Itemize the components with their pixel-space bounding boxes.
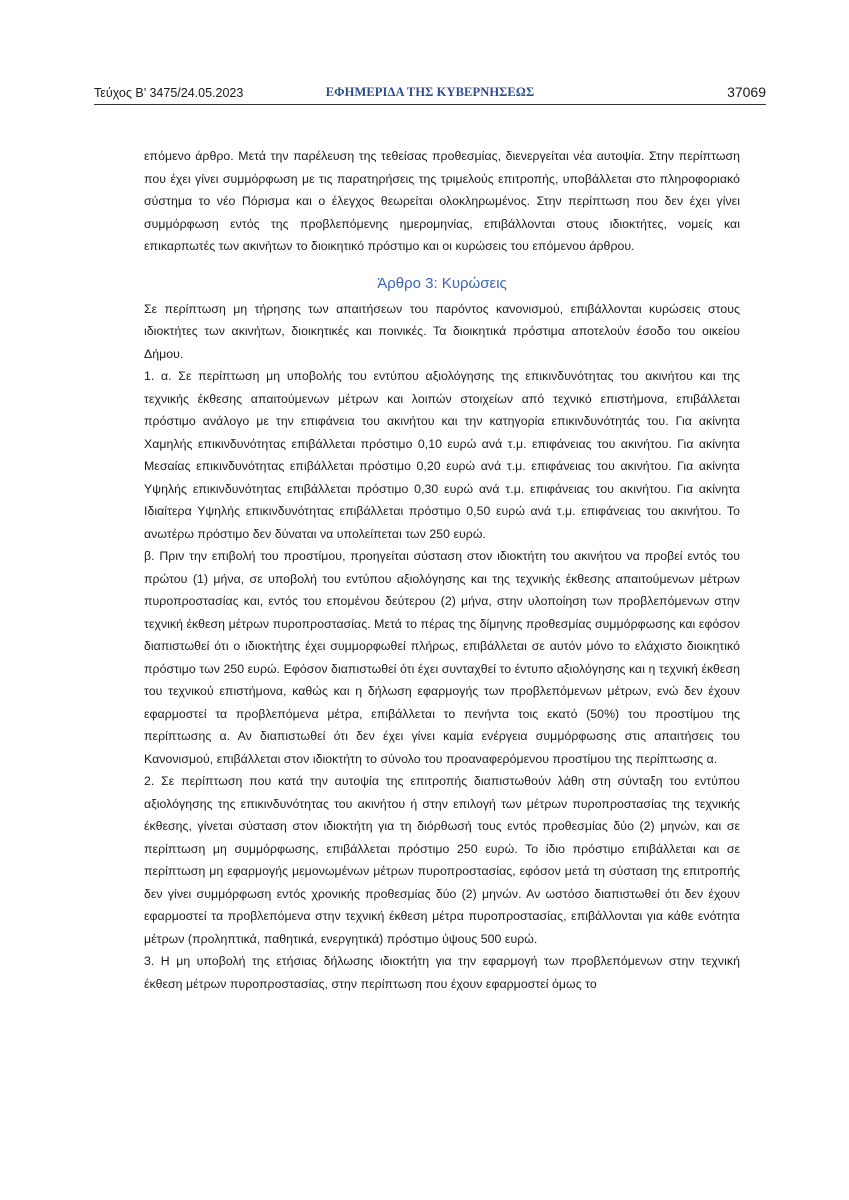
article-heading: Άρθρο 3: Κυρώσεις — [377, 274, 507, 292]
issue-reference: Τεύχος Β’ 3475/24.05.2023 — [94, 86, 244, 100]
paragraph-1a: 1. α. Σε περίπτωση μη υποβολής του εντύπου αξιολόγησης της επικινδυνότητας του ακινήτου και της τεχνικής έκθεσης απαιτούμενων μέτρων και λοιπών στοιχείων από τεχνικό επιστήμονα, επιβάλλεται πρόστιμο ανάλογο με την επιφάνεια του ακινήτου και την κατηγορία επικινδυνότητάς του. Για ακίνητα Χαμηλής επικινδυνότητας επιβάλλεται πρόστιμο 0,10 ευρώ ανά τ.μ. επιφάνειας του ακινήτου. Για ακίνητα Μεσαίας επικινδυνότητας επιβάλλεται πρόστιμο 0,20 ευρώ ανά τ.μ. επιφάνειας του ακινήτου. Για ακίνητα Υψηλής επικινδυνότητας επιβάλλεται πρόστιμο 0,30 ευρώ ανά τ.μ. επιφάνειας του ακινήτου. Για ακίνητα Ιδιαίτερα Υψηλής επικινδυνότητας επιβάλλεται πρόστιμο 0,50 ευρώ ανά τ.μ. επιφάνειας του ακινήτου. Το ανωτέρω πρόστιμο δεν δύναται να υπολείπεται των 250 ευρώ. — [144, 369, 740, 541]
paragraph-3: 3. Η μη υποβολή της ετήσιας δήλωσης ιδιοκτήτη για την εφαρμογή των προβλεπόμενων στην τεχνική έκθεση μέτρων πυροπροστασίας, στην περίπτωση που έχουν εφαρμοστεί όμως το — [144, 954, 740, 991]
header-divider — [94, 104, 766, 105]
paragraph-2: 2. Σε περίπτωση που κατά την αυτοψία της επιτροπής διαπιστωθούν λάθη στη σύνταξη του εντύπου αξιολόγησης της επικινδυνότητας του ακινήτου ή στην επιλογή των μέτρων πυροπροστασίας της τεχνικής έκθεσης, γίνεται σύσταση στον ιδιοκτήτη για τη διόρθωσή τους εντός προθεσμίας δύο (2) μηνών, και σε περίπτωση μη συμμόρφωσης, επιβάλλεται πρόστιμο 250 ευρώ. Το ίδιο πρόστιμο επιβάλλεται και σε περίπτωση μη εφαρμογής μεμονωμένων μέτρων πυροπροστασίας, εφόσον μετά τη σύσταση της επιτροπής δεν γίνει συμμόρφωση εντός χρονικής προθεσμίας δύο (2) μηνών. Αν ωστόσο διαπιστωθεί ότι δεν έχουν εφαρμοστεί τα προβλεπόμενα στην τεχνική έκθεση μέτρα πυροπροστασίας, επιβάλλονται για κάθε ενότητα μέτρων (προληπτικά, παθητικά, ενεργητικά) πρόστιμο ύψους 500 ευρώ. — [144, 774, 740, 946]
intro-paragraph: επόμενο άρθρο. Μετά την παρέλευση της τεθείσας προθεσμίας, διενεργείται νέα αυτοψία. Στην περίπτωση που έχει γίνει συμμόρφωση με τις παρατηρήσεις της τριμελούς επιτροπής, υποβάλλεται στο πληροφοριακό σύστημα το νέο Πόρισμα και ο έλεγχος θεωρείται ολοκληρωμένος. Στην περίπτωση που δεν έχει γίνει συμμόρφωση εντός της προβλεπόμενης ημερομηνίας, επιβάλλονται στους ιδιοκτήτες, νομείς και επικαρπωτές των ακινήτων το διοικητικό πρόστιμο και οι κυρώσεις του επόμενου άρθρου. — [144, 149, 740, 253]
gazette-title: ΕΦΗΜΕΡΙΔΑ ΤΗΣ ΚΥΒΕΡΝΗΣΕΩΣ — [325, 85, 535, 99]
paragraph-1b: β. Πριν την επιβολή του προστίμου, προηγείται σύσταση στον ιδιοκτήτη του ακινήτου να προβεί εντός του πρώτου (1) μήνα, σε υποβολή του εντύπου αξιολόγησης και της τεχνικής έκθεσης απαιτούμενων μέτρων πυροπροστασίας και, εντός του επομένου δεύτερου (2) μήνα, στην υλοποίηση των προβλεπόμενων στην τεχνική έκθεση μέτρων πυροπροστασίας. Μετά το πέρας της δίμηνης προθεσμίας συμμόρφωσης και εφόσον διαπιστωθεί ότι ο ιδιοκτήτης έχει συμμορφωθεί πλήρως, επιβάλλεται σε αυτόν μόνο το ελάχιστο διοικητικό πρόστιμο των 250 ευρώ. Εφόσον διαπιστωθεί ότι έχει συνταχθεί το έντυπο αξιολόγησης και η τεχνική έκθεση του τεχνικού επιστήμονα, καθώς και η δήλωση εφαρμογής των προβλεπόμενων μέτρων, ενώ δεν έχουν εφαρμοστεί τα προβλεπόμενα μέτρα, επιβάλλεται το πενήντα τοις εκατό (50%) του προστίμου της περίπτωσης α. Αν διαπιστωθεί ότι δεν έχει γίνει καμία ενέργεια συμμόρφωσης στις απαιτήσεις του Κανονισμού, επιβάλλεται στον ιδιοκτήτη το σύνολο του προαναφερόμενου προστίμου της περίπτωσης α. — [144, 549, 740, 766]
document-body — [144, 145, 740, 995]
paragraph-sanctions-general: Σε περίπτωση μη τήρησης των απαιτήσεων του παρόντος κανονισμού, επιβάλλονται κυρώσεις στους ιδιοκτήτες των ακινήτων, διοικητικές και ποινικές. Τα διοικητικά πρόστιμα αποτελούν έσοδο του οικείου Δήμου. — [144, 301, 740, 361]
page-header — [94, 84, 766, 106]
page-number: 37069 — [727, 84, 766, 100]
